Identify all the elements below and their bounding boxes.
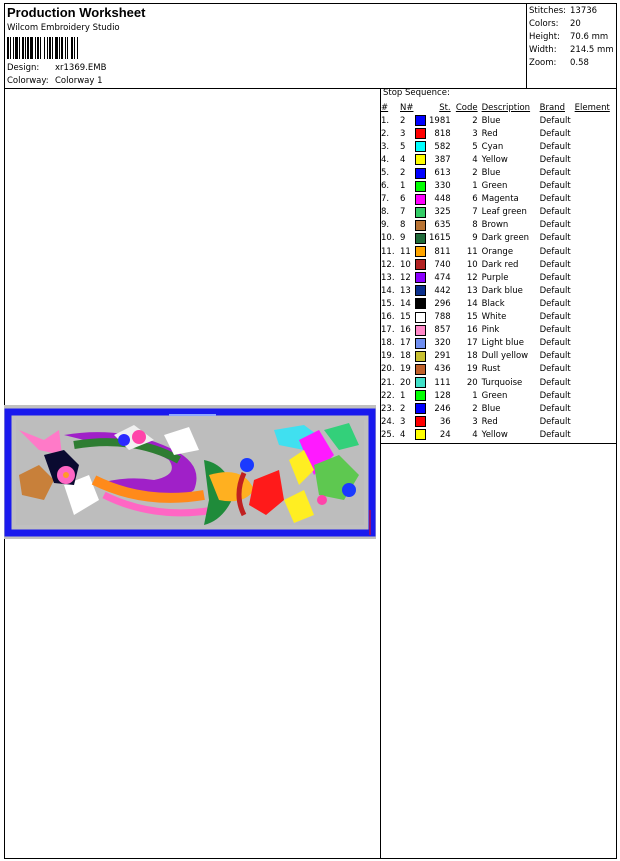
color-swatch-box bbox=[415, 403, 426, 414]
color-swatch bbox=[415, 428, 429, 441]
color-code: 19 bbox=[466, 364, 478, 375]
color-swatch bbox=[415, 206, 429, 219]
stop-index: 17. bbox=[381, 325, 395, 336]
stop-index: 1. bbox=[381, 115, 390, 126]
color-code: 7 bbox=[472, 207, 478, 218]
color-code: 4 bbox=[472, 429, 478, 440]
color-swatch bbox=[415, 114, 429, 127]
thread-brand: Default bbox=[539, 168, 571, 179]
design-row bbox=[7, 63, 106, 73]
element bbox=[575, 428, 615, 441]
col-header-element: Element bbox=[574, 102, 610, 113]
stop-row bbox=[381, 127, 615, 140]
needle-number: 12 bbox=[400, 272, 411, 283]
thread-brand: Default bbox=[539, 233, 571, 244]
stop-row bbox=[381, 297, 615, 310]
color-description: Yellow bbox=[481, 154, 508, 165]
stop-index: 8. bbox=[381, 207, 390, 218]
color-description: Black bbox=[481, 298, 505, 309]
stop-index: 7. bbox=[381, 194, 390, 205]
stop-index: 13. bbox=[381, 272, 395, 283]
stop-row bbox=[381, 324, 615, 337]
color-code: 2 bbox=[472, 168, 478, 179]
stitch-count: 320 bbox=[434, 338, 451, 349]
stitch-count: 296 bbox=[434, 298, 451, 309]
stitch-count: 811 bbox=[434, 246, 451, 257]
stop-index: 14. bbox=[381, 285, 395, 296]
color-swatch bbox=[415, 271, 429, 284]
color-description: Orange bbox=[481, 246, 514, 257]
color-swatch-box bbox=[415, 312, 426, 323]
thread-brand: Default bbox=[539, 220, 571, 231]
color-swatch bbox=[415, 402, 429, 415]
color-swatch-box bbox=[415, 351, 426, 362]
stitch-count: 246 bbox=[434, 403, 451, 414]
stitch-count: 740 bbox=[434, 259, 451, 270]
stitch-count: 818 bbox=[434, 128, 451, 139]
needle-number: 2 bbox=[400, 115, 406, 126]
stitch-count: 635 bbox=[434, 220, 451, 231]
color-code: 6 bbox=[472, 194, 478, 205]
stop-row bbox=[381, 114, 615, 127]
stop-row bbox=[381, 206, 615, 219]
stitch-count: 325 bbox=[434, 207, 451, 218]
color-code: 2 bbox=[472, 115, 478, 126]
thread-brand: Default bbox=[539, 272, 571, 283]
stat-zoom bbox=[529, 57, 614, 70]
color-swatch-box bbox=[415, 272, 426, 283]
stitch-count: 442 bbox=[434, 285, 451, 296]
color-swatch-box bbox=[415, 233, 426, 244]
color-code: 5 bbox=[472, 141, 478, 152]
color-code: 3 bbox=[472, 416, 478, 427]
software-name: Wilcom Embroidery Studio bbox=[7, 23, 120, 33]
color-description: White bbox=[481, 312, 507, 323]
stop-row bbox=[381, 140, 615, 153]
stitch-count: 111 bbox=[434, 377, 451, 388]
stop-index: 10. bbox=[381, 233, 395, 244]
color-code: 3 bbox=[472, 128, 478, 139]
table-header-row bbox=[381, 101, 615, 114]
col-header-needle: N# bbox=[400, 102, 414, 113]
stop-row bbox=[381, 271, 615, 284]
stop-row bbox=[381, 166, 615, 179]
element bbox=[575, 140, 615, 153]
table-bottom-divider bbox=[380, 443, 617, 444]
stop-row bbox=[381, 284, 615, 297]
needle-number: 2 bbox=[400, 403, 406, 414]
thread-brand: Default bbox=[539, 390, 571, 401]
design-value: xr1369.EMB bbox=[55, 63, 107, 73]
element bbox=[575, 206, 615, 219]
color-swatch bbox=[415, 311, 429, 324]
needle-number: 1 bbox=[400, 390, 406, 401]
needle-number: 9 bbox=[400, 233, 406, 244]
element bbox=[575, 389, 615, 402]
element bbox=[575, 193, 615, 206]
element bbox=[575, 324, 615, 337]
thread-brand: Default bbox=[539, 403, 571, 414]
stat-value: 0.58 bbox=[570, 58, 589, 68]
color-description: Rust bbox=[481, 364, 501, 375]
stat-stitches bbox=[529, 5, 614, 18]
thread-brand: Default bbox=[539, 154, 571, 165]
needle-number: 10 bbox=[400, 259, 411, 270]
color-code: 8 bbox=[472, 220, 478, 231]
color-swatch-box bbox=[415, 259, 426, 270]
element bbox=[575, 402, 615, 415]
stitch-count: 582 bbox=[434, 141, 451, 152]
stat-label: Width: bbox=[529, 45, 557, 55]
color-description: Brown bbox=[481, 220, 509, 231]
needle-number: 6 bbox=[400, 194, 406, 205]
stat-label: Stitches: bbox=[529, 6, 567, 16]
thread-brand: Default bbox=[539, 115, 571, 126]
color-swatch bbox=[415, 350, 429, 363]
stop-row bbox=[381, 402, 615, 415]
stitch-count: 474 bbox=[434, 272, 451, 283]
stop-index: 9. bbox=[381, 220, 390, 231]
color-code: 13 bbox=[466, 285, 478, 296]
color-code: 9 bbox=[472, 233, 478, 244]
stop-index: 20. bbox=[381, 364, 395, 375]
stat-label: Zoom: bbox=[529, 58, 557, 68]
element bbox=[575, 258, 615, 271]
stat-colors bbox=[529, 18, 614, 31]
color-code: 20 bbox=[466, 377, 478, 388]
thread-brand: Default bbox=[539, 285, 571, 296]
color-description: Turquoise bbox=[481, 377, 523, 388]
color-swatch bbox=[415, 415, 429, 428]
stop-sequence-table bbox=[381, 101, 615, 441]
stat-height bbox=[529, 31, 614, 44]
needle-number: 11 bbox=[400, 246, 411, 257]
color-swatch bbox=[415, 127, 429, 140]
element bbox=[575, 415, 615, 428]
color-description: Dull yellow bbox=[481, 351, 529, 362]
needle-number: 7 bbox=[400, 207, 406, 218]
color-swatch bbox=[415, 193, 429, 206]
stop-row bbox=[381, 350, 615, 363]
needle-number: 17 bbox=[400, 338, 411, 349]
color-description: Green bbox=[481, 390, 508, 401]
element bbox=[575, 337, 615, 350]
element bbox=[575, 376, 615, 389]
stop-index: 2. bbox=[381, 128, 390, 139]
color-swatch bbox=[415, 363, 429, 376]
stitch-count: 436 bbox=[434, 364, 451, 375]
stitch-count: 291 bbox=[434, 351, 451, 362]
element bbox=[575, 363, 615, 376]
col-header-stitches: St. bbox=[439, 102, 451, 113]
stop-row bbox=[381, 245, 615, 258]
color-description: Blue bbox=[481, 403, 501, 414]
stop-row bbox=[381, 193, 615, 206]
thread-brand: Default bbox=[539, 181, 571, 192]
stop-row bbox=[381, 337, 615, 350]
color-swatch bbox=[415, 258, 429, 271]
stop-row bbox=[381, 415, 615, 428]
stat-value: 70.6 mm bbox=[570, 32, 609, 42]
element bbox=[575, 245, 615, 258]
stop-sequence-title: Stop Sequence: bbox=[383, 88, 450, 98]
needle-number: 3 bbox=[400, 416, 406, 427]
thread-brand: Default bbox=[539, 416, 571, 427]
needle-number: 13 bbox=[400, 285, 411, 296]
color-description: Magenta bbox=[481, 194, 519, 205]
stop-index: 5. bbox=[381, 168, 390, 179]
thread-brand: Default bbox=[539, 351, 571, 362]
stop-index: 11. bbox=[381, 246, 395, 257]
element bbox=[575, 284, 615, 297]
stop-index: 24. bbox=[381, 416, 395, 427]
stat-label: Colors: bbox=[529, 19, 559, 29]
thread-brand: Default bbox=[539, 259, 571, 270]
thread-brand: Default bbox=[539, 338, 571, 349]
color-description: Red bbox=[481, 128, 498, 139]
color-description: Green bbox=[481, 181, 508, 192]
element bbox=[575, 350, 615, 363]
color-swatch-box bbox=[415, 285, 426, 296]
color-description: Light blue bbox=[481, 338, 524, 349]
color-swatch-box bbox=[415, 325, 426, 336]
color-swatch-box bbox=[415, 220, 426, 231]
element bbox=[575, 114, 615, 127]
element bbox=[575, 127, 615, 140]
stitch-count: 788 bbox=[434, 312, 451, 323]
needle-number: 2 bbox=[400, 168, 406, 179]
color-swatch-box bbox=[415, 154, 426, 165]
stat-value: 20 bbox=[570, 19, 581, 29]
col-header-swatch bbox=[415, 101, 429, 114]
thread-brand: Default bbox=[539, 325, 571, 336]
element bbox=[575, 271, 615, 284]
color-swatch bbox=[415, 180, 429, 193]
stop-index: 4. bbox=[381, 154, 390, 165]
color-swatch-box bbox=[415, 390, 426, 401]
color-code: 12 bbox=[466, 272, 478, 283]
stop-index: 21. bbox=[381, 377, 395, 388]
color-swatch-box bbox=[415, 416, 426, 427]
stitch-count: 36 bbox=[439, 416, 451, 427]
color-swatch-box bbox=[415, 298, 426, 309]
stop-row bbox=[381, 363, 615, 376]
stop-row bbox=[381, 219, 615, 232]
stitch-count: 1615 bbox=[429, 233, 451, 244]
stop-index: 25. bbox=[381, 429, 395, 440]
colorway-label: Colorway: bbox=[7, 76, 49, 86]
element bbox=[575, 219, 615, 232]
needle-number: 3 bbox=[400, 128, 406, 139]
color-swatch-box bbox=[415, 246, 426, 257]
color-description: Blue bbox=[481, 168, 501, 179]
color-swatch-box bbox=[415, 429, 426, 440]
color-code: 15 bbox=[466, 312, 478, 323]
color-code: 10 bbox=[466, 259, 478, 270]
element bbox=[575, 311, 615, 324]
color-description: Blue bbox=[481, 115, 501, 126]
color-swatch-box bbox=[415, 364, 426, 375]
color-code: 2 bbox=[472, 403, 478, 414]
color-code: 1 bbox=[472, 390, 478, 401]
color-swatch-box bbox=[415, 141, 426, 152]
stop-index: 18. bbox=[381, 338, 395, 349]
element bbox=[575, 232, 615, 245]
needle-number: 4 bbox=[400, 154, 406, 165]
color-swatch bbox=[415, 324, 429, 337]
color-swatch bbox=[415, 140, 429, 153]
stop-row bbox=[381, 376, 615, 389]
stitch-count: 387 bbox=[434, 154, 451, 165]
stop-index: 22. bbox=[381, 390, 395, 401]
stitch-count: 128 bbox=[434, 390, 451, 401]
needle-number: 16 bbox=[400, 325, 411, 336]
element bbox=[575, 153, 615, 166]
needle-number: 8 bbox=[400, 220, 406, 231]
stop-row bbox=[381, 258, 615, 271]
color-swatch-box bbox=[415, 168, 426, 179]
page-title: Production Worksheet bbox=[7, 5, 146, 20]
element bbox=[575, 180, 615, 193]
stop-index: 12. bbox=[381, 259, 395, 270]
color-swatch bbox=[415, 153, 429, 166]
color-swatch bbox=[415, 337, 429, 350]
stop-row bbox=[381, 153, 615, 166]
stop-index: 15. bbox=[381, 298, 395, 309]
color-swatch bbox=[415, 245, 429, 258]
color-description: Dark red bbox=[481, 259, 519, 270]
color-swatch bbox=[415, 376, 429, 389]
thread-brand: Default bbox=[539, 194, 571, 205]
header-info bbox=[4, 3, 527, 89]
stat-value: 13736 bbox=[570, 6, 598, 16]
thread-brand: Default bbox=[539, 364, 571, 375]
colorway-value: Colorway 1 bbox=[55, 76, 103, 86]
col-header-code: Code bbox=[455, 102, 478, 113]
col-header-index: # bbox=[381, 102, 389, 113]
needle-number: 19 bbox=[400, 364, 411, 375]
color-description: Dark blue bbox=[481, 285, 523, 296]
stitch-count: 613 bbox=[434, 168, 451, 179]
color-description: Yellow bbox=[481, 429, 508, 440]
color-swatch bbox=[415, 284, 429, 297]
design-stats bbox=[526, 3, 617, 89]
color-swatch-box bbox=[415, 181, 426, 192]
color-description: Leaf green bbox=[481, 207, 527, 218]
needle-number: 18 bbox=[400, 351, 411, 362]
stitch-count: 330 bbox=[434, 181, 451, 192]
color-description: Cyan bbox=[481, 141, 504, 152]
needle-number: 14 bbox=[400, 298, 411, 309]
needle-number: 5 bbox=[400, 141, 406, 152]
stop-row bbox=[381, 428, 615, 441]
element bbox=[575, 297, 615, 310]
color-swatch bbox=[415, 389, 429, 402]
color-code: 17 bbox=[466, 338, 478, 349]
color-swatch-box bbox=[415, 338, 426, 349]
stitch-count: 448 bbox=[434, 194, 451, 205]
color-swatch bbox=[415, 297, 429, 310]
barcode bbox=[7, 37, 105, 59]
stat-width bbox=[529, 44, 614, 57]
color-swatch-box bbox=[415, 115, 426, 126]
needle-number: 15 bbox=[400, 312, 411, 323]
stop-row bbox=[381, 389, 615, 402]
stitch-count: 857 bbox=[434, 325, 451, 336]
color-swatch bbox=[415, 166, 429, 179]
color-code: 14 bbox=[466, 298, 478, 309]
stop-index: 19. bbox=[381, 351, 395, 362]
stop-index: 6. bbox=[381, 181, 390, 192]
needle-number: 20 bbox=[400, 377, 411, 388]
thread-brand: Default bbox=[539, 207, 571, 218]
col-header-brand: Brand bbox=[539, 102, 565, 113]
color-description: Purple bbox=[481, 272, 509, 283]
colorway-row bbox=[7, 76, 103, 86]
color-description: Red bbox=[481, 416, 498, 427]
needle-number: 4 bbox=[400, 429, 406, 440]
thread-brand: Default bbox=[539, 141, 571, 152]
stop-index: 3. bbox=[381, 141, 390, 152]
design-label: Design: bbox=[7, 63, 40, 73]
color-code: 18 bbox=[466, 351, 478, 362]
thread-brand: Default bbox=[539, 377, 571, 388]
thread-brand: Default bbox=[539, 298, 571, 309]
col-header-description: Description bbox=[481, 102, 531, 113]
stop-index: 16. bbox=[381, 312, 395, 323]
color-description: Dark green bbox=[481, 233, 530, 244]
thread-brand: Default bbox=[539, 312, 571, 323]
color-description: Pink bbox=[481, 325, 500, 336]
thread-brand: Default bbox=[539, 246, 571, 257]
element bbox=[575, 166, 615, 179]
needle-number: 1 bbox=[400, 181, 406, 192]
stitch-count: 24 bbox=[439, 429, 451, 440]
stitch-count: 1981 bbox=[429, 115, 451, 126]
color-swatch-box bbox=[415, 128, 426, 139]
color-code: 1 bbox=[472, 181, 478, 192]
color-code: 11 bbox=[466, 246, 478, 257]
color-code: 4 bbox=[472, 154, 478, 165]
stop-row bbox=[381, 180, 615, 193]
stat-label: Height: bbox=[529, 32, 560, 42]
stop-index: 23. bbox=[381, 403, 395, 414]
color-swatch-box bbox=[415, 207, 426, 218]
color-swatch bbox=[415, 232, 429, 245]
color-swatch bbox=[415, 219, 429, 232]
color-swatch-box bbox=[415, 377, 426, 388]
thread-brand: Default bbox=[539, 429, 571, 440]
thread-brand: Default bbox=[539, 128, 571, 139]
color-code: 16 bbox=[466, 325, 478, 336]
stop-row bbox=[381, 311, 615, 324]
embroidery-design-preview bbox=[4, 405, 376, 539]
color-swatch-box bbox=[415, 194, 426, 205]
stop-row bbox=[381, 232, 615, 245]
stat-value: 214.5 mm bbox=[570, 45, 614, 55]
